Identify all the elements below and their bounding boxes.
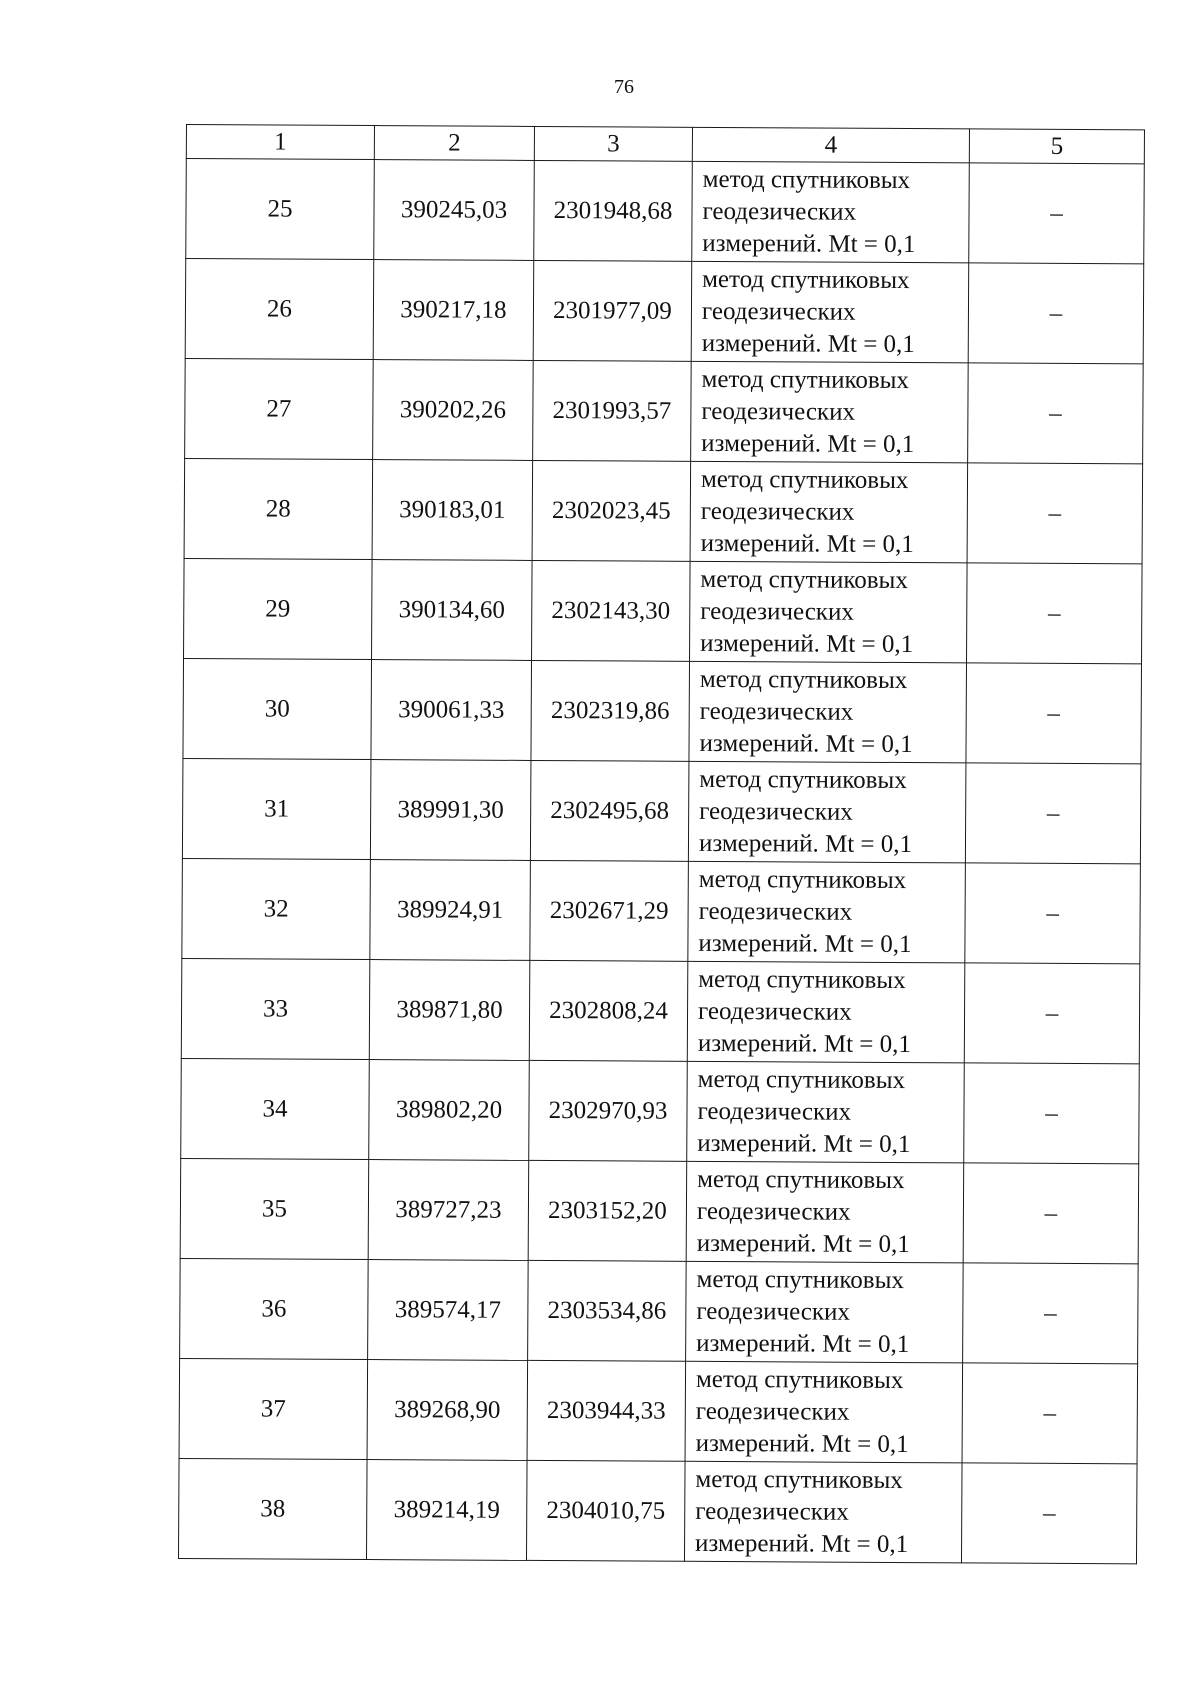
note-cell: –	[967, 463, 1143, 564]
table-header	[186, 125, 1144, 164]
header-col-2: 2	[374, 126, 534, 161]
table-row	[180, 1258, 1139, 1363]
method-cell	[686, 1161, 964, 1263]
method-line: метод спутниковых	[698, 865, 907, 894]
header-col-4: 4	[692, 127, 969, 163]
point-number-cell: 38	[178, 1458, 367, 1559]
point-number-cell: 27	[185, 358, 374, 459]
x-coordinate-cell: 390061,33	[371, 660, 532, 761]
method-line: метод спутниковых	[696, 1265, 905, 1294]
method-line: метод спутниковых	[695, 1465, 903, 1494]
method-line: измерений. Mt = 0,1	[701, 329, 915, 358]
method-cell	[692, 161, 970, 263]
note-cell: –	[963, 1263, 1139, 1364]
method-line: измерений. Mt = 0,1	[699, 729, 913, 758]
note-cell: –	[967, 563, 1143, 664]
method-line: геодезических	[700, 597, 854, 626]
method-cell	[690, 461, 968, 563]
method-line: измерений. Mt = 0,1	[700, 529, 914, 558]
note-cell: –	[961, 1463, 1137, 1564]
note-cell: –	[962, 1363, 1138, 1464]
point-number-cell: 37	[179, 1358, 368, 1459]
y-coordinate-cell: 2302023,45	[532, 460, 691, 561]
note-cell: –	[965, 763, 1141, 864]
method-cell	[687, 1061, 965, 1163]
page-number: 76	[614, 76, 634, 98]
x-coordinate-cell: 390134,60	[372, 560, 533, 661]
point-number-cell: 35	[180, 1158, 369, 1259]
method-line: геодезических	[696, 1197, 851, 1226]
method-line: геодезических	[702, 197, 857, 226]
method-line: геодезических	[697, 997, 852, 1026]
method-line: геодезических	[700, 497, 855, 526]
table-row	[182, 758, 1141, 863]
method-line: метод спутниковых	[702, 265, 910, 294]
method-cell	[687, 961, 965, 1063]
table-row	[185, 358, 1144, 463]
method-cell	[688, 761, 966, 863]
y-coordinate-cell: 2301993,57	[533, 360, 692, 461]
note-cell: –	[964, 963, 1140, 1064]
x-coordinate-cell: 389924,91	[370, 860, 531, 961]
point-number-cell: 36	[180, 1258, 369, 1359]
y-coordinate-cell: 2302143,30	[532, 560, 691, 661]
method-line: геодезических	[696, 1297, 851, 1326]
y-coordinate-cell: 2302671,29	[530, 860, 689, 961]
note-cell: –	[966, 663, 1142, 764]
method-line: геодезических	[699, 697, 854, 726]
method-line: геодезических	[701, 397, 856, 426]
note-cell: –	[963, 1163, 1139, 1264]
point-number-cell: 25	[186, 159, 375, 260]
method-cell	[685, 1361, 963, 1463]
method-line: измерений. Mt = 0,1	[698, 929, 912, 958]
method-line: измерений. Mt = 0,1	[701, 429, 915, 458]
x-coordinate-cell: 390217,18	[373, 260, 534, 361]
method-line: метод спутниковых	[699, 765, 907, 794]
header-col-3: 3	[534, 126, 692, 161]
table-row	[184, 458, 1143, 563]
method-line: измерений. Mt = 0,1	[695, 1429, 909, 1458]
x-coordinate-cell: 389574,17	[368, 1260, 529, 1361]
y-coordinate-cell: 2301977,09	[533, 260, 692, 361]
y-coordinate-cell: 2303152,20	[528, 1160, 687, 1261]
x-coordinate-cell: 390202,26	[373, 360, 534, 461]
method-cell	[691, 261, 969, 363]
method-line: геодезических	[695, 1497, 849, 1526]
table-row	[179, 1358, 1138, 1463]
table-row	[178, 1458, 1137, 1563]
method-line: метод спутниковых	[702, 165, 911, 194]
coordinates-table	[178, 124, 1145, 1564]
y-coordinate-cell: 2302808,24	[529, 960, 688, 1061]
x-coordinate-cell: 389871,80	[369, 960, 530, 1061]
header-row	[186, 125, 1144, 164]
y-coordinate-cell: 2301948,68	[534, 160, 693, 261]
y-coordinate-cell: 2303944,33	[527, 1360, 686, 1461]
method-line: геодезических	[699, 797, 853, 826]
method-line: метод спутниковых	[699, 665, 908, 694]
method-cell	[686, 1261, 964, 1363]
point-number-cell: 30	[183, 658, 372, 759]
x-coordinate-cell: 389214,19	[366, 1460, 527, 1561]
note-cell: –	[969, 163, 1145, 264]
point-number-cell: 29	[184, 558, 373, 659]
point-number-cell: 32	[182, 858, 371, 959]
method-cell	[684, 1461, 962, 1563]
table-row	[181, 958, 1140, 1063]
method-line: геодезических	[695, 1397, 850, 1426]
y-coordinate-cell: 2302970,93	[529, 1060, 688, 1161]
method-cell	[688, 861, 966, 963]
method-line: метод спутниковых	[697, 1165, 905, 1194]
x-coordinate-cell: 390183,01	[372, 460, 533, 561]
note-cell: –	[964, 1063, 1140, 1164]
method-line: измерений. Mt = 0,1	[697, 1129, 911, 1158]
method-line: геодезических	[698, 897, 853, 926]
table-row	[183, 658, 1142, 763]
method-line: геодезических	[697, 1097, 852, 1126]
table-row	[182, 858, 1141, 963]
header-col-5: 5	[969, 129, 1144, 164]
y-coordinate-cell: 2303534,86	[528, 1260, 687, 1361]
point-number-cell: 34	[181, 1058, 370, 1159]
method-line: измерений. Mt = 0,1	[702, 229, 916, 258]
method-line: измерений. Mt = 0,1	[698, 829, 913, 858]
point-number-cell: 33	[181, 958, 370, 1059]
method-line: метод спутниковых	[701, 365, 910, 394]
point-number-cell: 26	[185, 259, 374, 360]
method-line: метод спутниковых	[697, 1065, 906, 1094]
method-line: измерений. Mt = 0,1	[696, 1329, 910, 1358]
method-cell	[691, 361, 969, 463]
note-cell: –	[965, 863, 1141, 964]
x-coordinate-cell: 389991,30	[370, 760, 531, 861]
x-coordinate-cell: 389802,20	[369, 1060, 530, 1161]
method-line: измерений. Mt = 0,1	[695, 1529, 909, 1558]
table-row	[184, 558, 1143, 663]
method-line: измерений. Mt = 0,1	[696, 1229, 910, 1258]
x-coordinate-cell: 389727,23	[368, 1160, 529, 1261]
method-line: метод спутниковых	[695, 1365, 904, 1394]
note-cell: –	[968, 363, 1144, 464]
x-coordinate-cell: 389268,90	[367, 1360, 528, 1461]
method-line: метод спутниковых	[700, 465, 909, 494]
method-cell	[689, 661, 967, 763]
table-row	[186, 159, 1145, 264]
y-coordinate-cell: 2302319,86	[531, 660, 690, 761]
table-body	[178, 159, 1144, 1564]
method-line: геодезических	[701, 297, 856, 326]
y-coordinate-cell: 2304010,75	[526, 1460, 685, 1561]
method-cell	[690, 561, 968, 663]
table-row	[180, 1158, 1139, 1263]
method-line: измерений. Mt = 0,1	[700, 629, 914, 658]
note-cell: –	[968, 263, 1144, 364]
method-line: метод спутниковых	[698, 965, 906, 994]
method-line: измерений. Mt = 0,1	[697, 1029, 912, 1058]
point-number-cell: 31	[182, 758, 371, 859]
x-coordinate-cell: 390245,03	[374, 160, 535, 261]
table-row	[185, 259, 1144, 364]
header-col-1: 1	[186, 125, 374, 160]
y-coordinate-cell: 2302495,68	[530, 760, 689, 861]
method-line: метод спутниковых	[700, 565, 908, 594]
point-number-cell: 28	[184, 458, 373, 559]
table-row	[181, 1058, 1140, 1163]
